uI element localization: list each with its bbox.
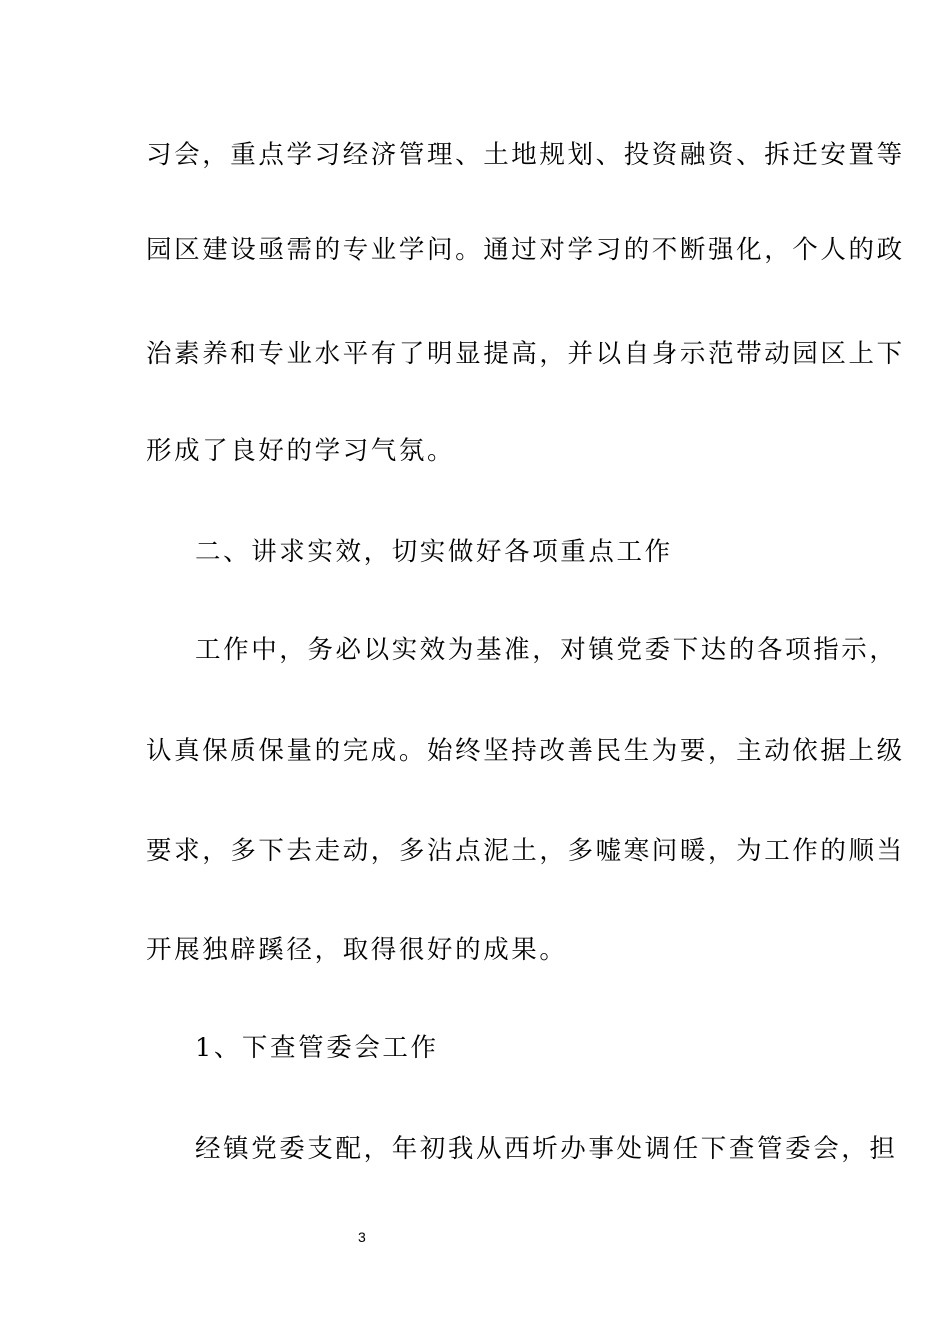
paragraph-line: 园区建设亟需的专业学问。通过对学习的不断强化，个人的政	[146, 235, 905, 265]
paragraph-line: 认真保质保量的完成。始终坚持改善民生为要，主动依据上级	[146, 736, 905, 766]
subsection-heading: 1、下查管委会工作	[195, 1033, 439, 1063]
paragraph-line: 开展独辟蹊径，取得很好的成果。	[146, 935, 568, 965]
paragraph-line: 要求，多下去走动，多沾点泥土，多嘘寒问暖，为工作的顺当	[146, 836, 905, 866]
paragraph-line: 习会，重点学习经济管理、土地规划、投资融资、拆迁安置等	[146, 140, 905, 170]
paragraph-line: 经镇党委支配，年初我从西圻办事处调任下查管委会，担	[195, 1134, 898, 1164]
page-number: 3	[358, 1229, 366, 1245]
paragraph-line: 治素养和专业水平有了明显提高，并以自身示范带动园区上下	[146, 339, 905, 369]
section-heading: 二、讲求实效，切实做好各项重点工作	[195, 537, 673, 567]
paragraph-line: 形成了良好的学习气氛。	[146, 436, 456, 466]
paragraph-line: 工作中，务必以实效为基准，对镇党委下达的各项指示，	[195, 635, 898, 665]
